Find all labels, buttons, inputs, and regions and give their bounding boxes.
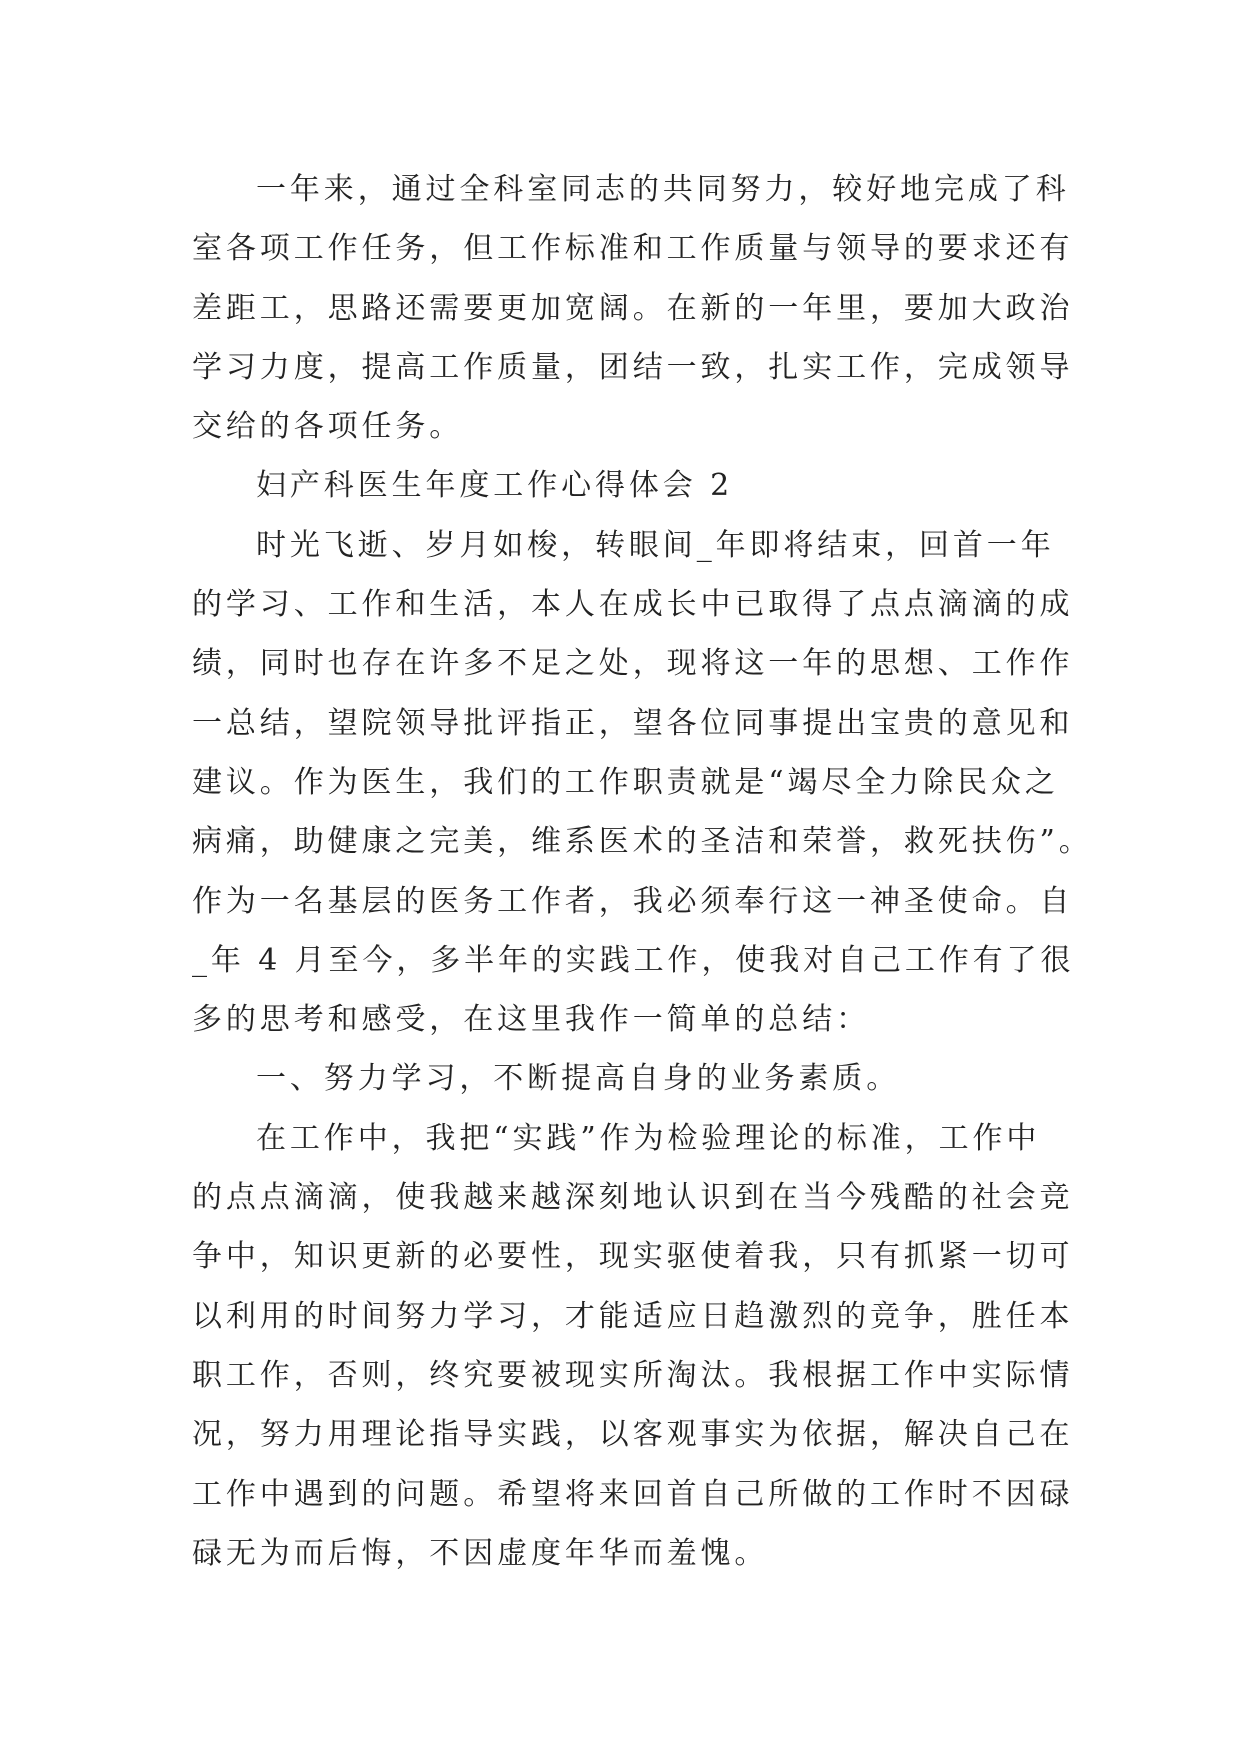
- paragraph-line: 学习力度，提高工作质量，团结一致，扎实工作，完成领导: [192, 349, 1074, 385]
- paragraph-line: 交给的各项任务。: [192, 409, 464, 445]
- paragraph-line: 一年来，通过全科室同志的共同努力，较好地完成了科: [256, 172, 1070, 207]
- paragraph-line: 建议。作为医生，我们的工作职责就是“竭尽全力除民众之: [192, 764, 1059, 800]
- paragraph-line: 碌无为而后悔，不因虚度年华而羞愧。: [192, 1535, 769, 1571]
- paragraph-line: 职工作，否则，终究要被现实所淘汰。我根据工作中实际情: [192, 1357, 1074, 1393]
- paragraph-line: 多的思考和感受，在这里我作一简单的总结：: [192, 1002, 870, 1038]
- subsection-heading: 一、努力学习，不断提高自身的业务素质。: [256, 1061, 901, 1097]
- paragraph-line: 的学习、工作和生活，本人在成长中已取得了点点滴滴的成: [192, 587, 1074, 623]
- paragraph-line: 以利用的时间努力学习，才能适应日趋激烈的竞争，胜任本: [192, 1298, 1074, 1334]
- paragraph-line: 时光飞逝、岁月如梭，转眼间_年即将结束，回首一年: [256, 527, 1055, 563]
- section-heading: 妇产科医生年度工作心得体会 2: [256, 468, 734, 504]
- paragraph-line: 争中，知识更新的必要性，现实驱使着我，只有抓紧一切可: [192, 1239, 1074, 1275]
- document-body: [192, 160, 1093, 1583]
- paragraph-line: 在工作中，我把“实践”作为检验理论的标准，工作中: [256, 1120, 1041, 1156]
- paragraph-line: 况，努力用理论指导实践，以客观事实为依据，解决自己在: [192, 1417, 1074, 1453]
- paragraph-line: 作为一名基层的医务工作者，我必须奉行这一神圣使命。自: [192, 883, 1074, 919]
- paragraph-line: 一总结，望院领导批评指正，望各位同事提出宝贵的意见和: [192, 705, 1074, 741]
- paragraph-line: 室各项工作任务，但工作标准和工作质量与领导的要求还有: [192, 231, 1074, 267]
- paragraph-line: _年 4 月至今，多半年的实践工作，使我对自己工作有了很: [192, 942, 1075, 978]
- paragraph-line: 差距工，思路还需要更加宽阔。在新的一年里，要加大政治: [192, 290, 1074, 326]
- paragraph-line: 绩，同时也存在许多不足之处，现将这一年的思想、工作作: [192, 646, 1074, 682]
- paragraph-line: 工作中遇到的问题。希望将来回首自己所做的工作时不因碌: [192, 1476, 1074, 1512]
- paragraph-line: 的点点滴滴，使我越来越深刻地认识到在当今残酷的社会竞: [192, 1180, 1074, 1216]
- paragraph-line: 病痛，助健康之完美，维系医术的圣洁和荣誉，救死扶伤”。: [192, 824, 1093, 860]
